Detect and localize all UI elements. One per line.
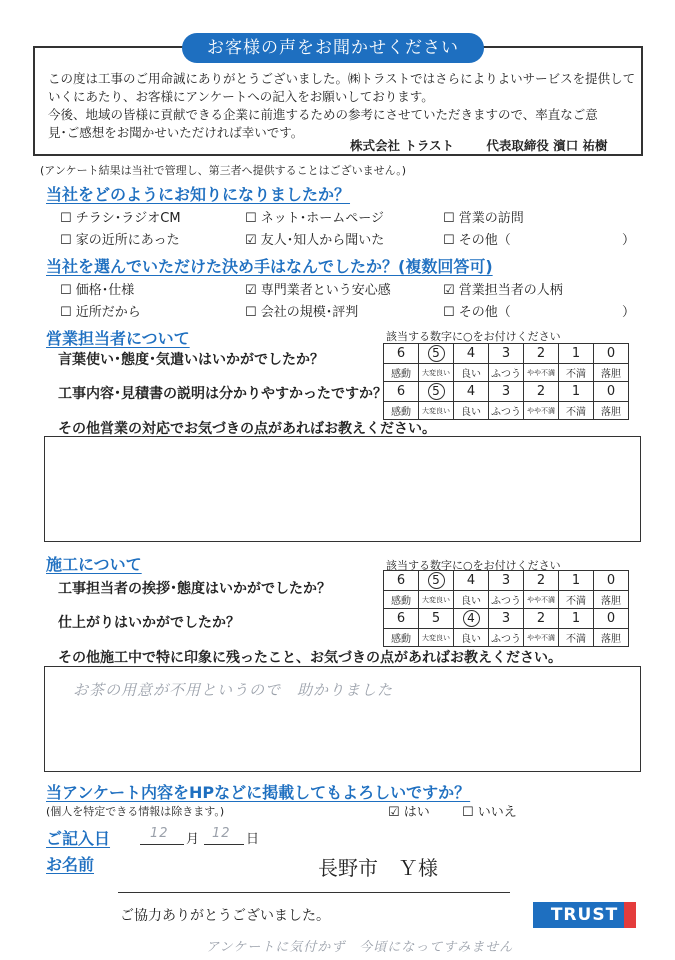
checked-checkbox-icon[interactable]: ☑ — [443, 283, 455, 298]
name-line — [118, 892, 510, 893]
option-label: その他（ — [458, 233, 511, 248]
name-label: お名前 — [46, 855, 95, 874]
rating-selected[interactable] — [419, 571, 454, 591]
rating-label-row — [384, 591, 629, 609]
rating-label: 感動 — [384, 591, 419, 609]
month-line — [140, 844, 184, 845]
close-paren: ） — [622, 305, 636, 320]
rating-label: 落胆 — [594, 629, 629, 647]
rating-number[interactable]: 2 — [524, 382, 559, 402]
rating-number[interactable]: 1 — [559, 344, 594, 364]
rating-label: やや不満 — [524, 364, 559, 382]
checkbox-icon[interactable]: ☐ — [443, 305, 455, 320]
company-name: 株式会社 トラスト — [350, 138, 454, 153]
page-title: お客様の声をお聞かせください — [182, 33, 484, 63]
circled-number: 5 — [428, 383, 445, 400]
option-label: 会社の規模･評判 — [260, 305, 359, 320]
rating-label: 不満 — [559, 402, 594, 420]
rating-label: 感動 — [384, 364, 419, 382]
rating-label: 落胆 — [594, 364, 629, 382]
sales-section-title: 営業担当者について — [46, 329, 190, 348]
publish-note: (個人を特定できる情報は除きます。) — [46, 805, 225, 818]
rating-number[interactable]: 6 — [384, 571, 419, 591]
rating-label: 良い — [454, 629, 489, 647]
option-label: その他（ — [458, 305, 511, 320]
rating-label: ふつう — [489, 364, 524, 382]
rating-number-row — [384, 382, 629, 402]
rating-label: 不満 — [559, 364, 594, 382]
rating-label-row — [384, 402, 629, 420]
option-label: ネット･ホームページ — [260, 211, 385, 226]
checked-checkbox-icon[interactable]: ☑ — [245, 233, 257, 248]
rating-number[interactable]: 6 — [384, 609, 419, 629]
checked-checkbox-icon[interactable]: ☑ — [388, 805, 400, 820]
entry-date-label: ご記入日 — [46, 829, 111, 848]
intro-line: いくにあたり、お客様にアンケートへの記入をお願いしております。 — [48, 89, 434, 104]
rating-number[interactable]: 1 — [559, 609, 594, 629]
close-paren: ） — [622, 233, 636, 248]
q2-title: 当社を選んでいただけた決め手はなんでしたか？(複数回答可) — [46, 257, 493, 276]
option-label: いいえ — [477, 805, 517, 820]
rating-label: 不満 — [559, 629, 594, 647]
option-label: 友人･知人から聞いた — [260, 233, 385, 248]
rating-number[interactable]: 2 — [524, 344, 559, 364]
option-label: 近所だから — [75, 305, 141, 320]
rating-selected[interactable] — [419, 382, 454, 402]
q2-option[interactable] — [443, 279, 563, 298]
q2-option[interactable] — [245, 301, 358, 320]
rating-label: 落胆 — [594, 591, 629, 609]
q2-option[interactable] — [443, 301, 511, 320]
construction-comment-prompt: その他施工中で特に印象に残ったこと、お気づきの点があればお教えください。 — [58, 650, 562, 666]
rating-instruction: 該当する数字に○をお付けください — [386, 559, 561, 572]
intro-line: 今後、地域の皆様に貢献できる企業に前進するための参考にさせていただきますので、率直なご意 — [48, 107, 598, 122]
logo-accent — [624, 902, 636, 928]
company-signature — [350, 136, 635, 154]
rating-label: 大変良い — [419, 629, 454, 647]
checkbox-icon[interactable]: ☐ — [60, 211, 72, 226]
option-label: はい — [403, 805, 430, 820]
rating-table — [383, 570, 629, 647]
rating-label: 感動 — [384, 402, 419, 420]
checkbox-icon[interactable]: ☐ — [443, 233, 455, 248]
rating-label: 大変良い — [419, 364, 454, 382]
rating-label-row — [384, 629, 629, 647]
rating-number[interactable]: 2 — [524, 609, 559, 629]
rating-label: 不満 — [559, 591, 594, 609]
rating-number[interactable]: 0 — [594, 344, 629, 364]
checkbox-icon[interactable]: ☐ — [60, 283, 72, 298]
q1-option[interactable] — [245, 207, 384, 226]
rating-label: 良い — [454, 364, 489, 382]
rating-number[interactable]: 0 — [594, 571, 629, 591]
name-value[interactable]: 長野市 Ｙ様 — [318, 856, 438, 880]
q1-option[interactable] — [443, 229, 511, 248]
rating-number[interactable]: 2 — [524, 571, 559, 591]
rating-number[interactable]: 3 — [489, 609, 524, 629]
trust-logo: TRUST — [533, 902, 636, 928]
checkbox-icon[interactable]: ☐ — [60, 233, 72, 248]
option-label: チラシ･ラジオCM — [75, 211, 181, 226]
rating-label: やや不満 — [524, 629, 559, 647]
rating-number[interactable]: 1 — [559, 571, 594, 591]
rating-number-row — [384, 571, 629, 591]
checkbox-icon[interactable]: ☐ — [60, 305, 72, 320]
rating-label: ふつう — [489, 591, 524, 609]
rating-number[interactable]: 3 — [489, 571, 524, 591]
rating-label: 大変良い — [419, 591, 454, 609]
construction-question-1: 工事担当者の挨拶･態度はいかがでしたか？ — [58, 581, 331, 597]
rating-number[interactable]: 4 — [454, 382, 489, 402]
construction-section-title: 施工について — [46, 555, 142, 574]
q1-option[interactable] — [443, 207, 524, 226]
rating-number[interactable]: 3 — [489, 344, 524, 364]
rating-label: 感動 — [384, 629, 419, 647]
sales-question-2: 工事内容･見積書の説明は分かりやすかったですか？ — [58, 386, 387, 402]
rating-number[interactable]: 5 — [419, 609, 454, 629]
checkbox-icon[interactable]: ☐ — [443, 211, 455, 226]
rating-label: ふつう — [489, 402, 524, 420]
entry-month[interactable]: 12 — [150, 826, 169, 841]
rating-label: 落胆 — [594, 402, 629, 420]
rating-label: 大変良い — [419, 402, 454, 420]
option-label: 営業担当者の人柄 — [458, 283, 563, 298]
rating-label: 良い — [454, 402, 489, 420]
rating-selected[interactable] — [454, 609, 489, 629]
construction-question-2: 仕上がりはいかがでしたか？ — [58, 615, 240, 631]
rating-number[interactable]: 4 — [454, 571, 489, 591]
rating-number-row — [384, 344, 629, 364]
rating-selected[interactable] — [419, 344, 454, 364]
rating-label: やや不満 — [524, 591, 559, 609]
checked-checkbox-icon[interactable]: ☑ — [245, 283, 257, 298]
footer-handwritten-note: アンケートに気付かず 今頃になってすみません — [206, 940, 514, 955]
rating-number[interactable]: 4 — [454, 344, 489, 364]
q1-title: 当社をどのようにお知りになりましたか？ — [46, 185, 351, 204]
handwritten-comment: お茶の用意が不用というので 助かりました — [73, 681, 394, 699]
q1-option[interactable] — [60, 229, 180, 248]
rating-table — [383, 343, 629, 420]
circled-number: 5 — [428, 345, 445, 362]
intro-text — [48, 70, 638, 142]
representative: 代表取締役 濱口 祐樹 — [486, 138, 608, 153]
month-unit: 月 — [186, 832, 200, 847]
privacy-note: (アンケート結果は当社で管理し、第三者へ提供することはございません。) — [40, 164, 407, 177]
checkbox-icon[interactable]: ☐ — [245, 211, 257, 226]
q1-option[interactable] — [245, 229, 384, 248]
sales-question-1: 言葉使い･態度･気遣いはいかがでしたか？ — [58, 352, 324, 368]
q2-option[interactable] — [60, 301, 141, 320]
rating-number[interactable]: 6 — [384, 344, 419, 364]
rating-label: やや不満 — [524, 402, 559, 420]
option-label: 家の近所にあった — [75, 233, 180, 248]
rating-number-row — [384, 609, 629, 629]
option-label: 専門業者という安心感 — [260, 283, 391, 298]
rating-number[interactable]: 0 — [594, 609, 629, 629]
entry-day[interactable]: 12 — [212, 826, 231, 841]
option-label: 価格･仕様 — [75, 283, 135, 298]
checkbox-icon[interactable]: ☐ — [462, 805, 474, 820]
circled-number: 4 — [463, 610, 480, 627]
option-label: 営業の訪問 — [458, 211, 524, 226]
rating-label-row — [384, 364, 629, 382]
sales-comment-box[interactable] — [44, 436, 641, 542]
rating-instruction: 該当する数字に○をお付けください — [386, 330, 561, 343]
sales-comment-prompt: その他営業の対応でお気づきの点があればお教えください。 — [58, 421, 436, 437]
rating-label: ふつう — [489, 629, 524, 647]
q1-option[interactable] — [60, 207, 181, 226]
checkbox-icon[interactable]: ☐ — [245, 305, 257, 320]
intro-line: この度は工事のご用命誠にありがとうございました。㈱トラストではさらによりよいサービスを提供して — [48, 71, 636, 86]
rating-number[interactable]: 6 — [384, 382, 419, 402]
q2-option[interactable] — [60, 279, 134, 298]
day-line — [204, 844, 244, 845]
thanks-text: ご協力ありがとうございました。 — [120, 908, 330, 924]
construction-comment-box[interactable] — [44, 666, 641, 772]
day-unit: 日 — [246, 832, 260, 847]
publish-no[interactable] — [462, 801, 517, 820]
rating-number[interactable]: 0 — [594, 382, 629, 402]
publish-yes[interactable] — [388, 801, 430, 820]
intro-line: 見･ご感想をお聞かせいただければ幸いです。 — [48, 125, 304, 140]
circled-number: 5 — [428, 572, 445, 589]
rating-number[interactable]: 1 — [559, 382, 594, 402]
publish-title: 当アンケート内容をHPなどに掲載してもよろしいですか？ — [46, 783, 471, 802]
q2-option[interactable] — [245, 279, 391, 298]
rating-number[interactable]: 3 — [489, 382, 524, 402]
rating-label: 良い — [454, 591, 489, 609]
